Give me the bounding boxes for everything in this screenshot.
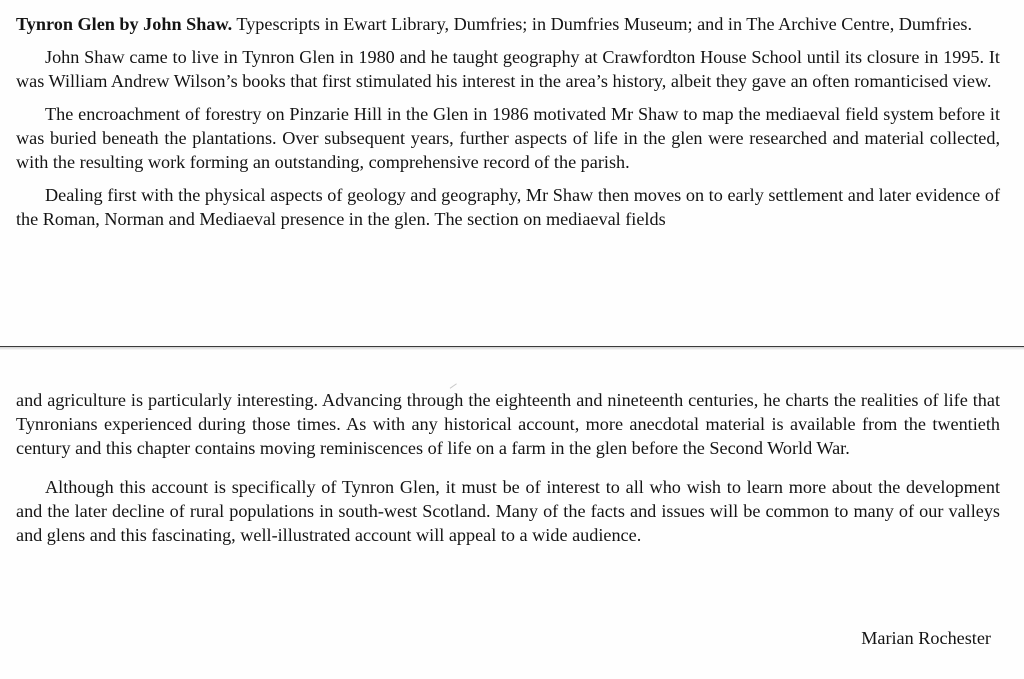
lower-text-block — [16, 388, 1000, 547]
paragraph-4: Although this account is specifically of Tynron Glen, it must be of interest to all who wish to learn more about the development and the later decline of rural populations in south-west Scotland. Many of the facts and issues will be common to many of our valleys and glens and this fascinating, well-illustrated account will appeal to a wide audience. — [16, 477, 1000, 545]
review-heading — [16, 12, 1000, 36]
paragraph-2: The encroachment of forestry on Pinzarie Hill in the Glen in 1986 motivated Mr Shaw to map the mediaeval field system before it was buried beneath the plantations. Over subsequent years, further aspects of life in the glen were researched and material collected, with the resulting work forming an outstanding, comprehensive record of the parish. — [16, 104, 1000, 172]
paragraph-1: John Shaw came to live in Tynron Glen in 1980 and he taught geography at Crawfordton House School until its closure in 1995. It was William Andrew Wilson’s books that first stimulated his interest in the area’s history, albeit they gave an often romanticised view. — [16, 47, 1000, 91]
scan-fold-shadow — [0, 347, 1024, 350]
book-title: Tynron Glen by John Shaw. — [16, 14, 233, 34]
paragraph-3-continued: and agriculture is particularly interesting. Advancing through the eighteenth and nineteenth centuries, he charts the realities of life that Tynronians experienced during those times. As with any historical account, more anecdotal material is available from the twentieth century and this chapter contains moving reminiscences of life on a farm in the glen before the Second World War. — [16, 390, 1000, 458]
paragraph-3: Dealing first with the physical aspects of geology and geography, Mr Shaw then moves on to early settlement and later evidence of the Roman, Norman and Mediaeval presence in the glen. The section on mediaeval fields — [16, 185, 1000, 229]
source-line: Typescripts in Ewart Library, Dumfries; in Dumfries Museum; and in The Archive Centre, Dumfries. — [232, 14, 973, 34]
upper-text-block — [16, 12, 1000, 231]
author-signature: Marian Rochester — [861, 628, 991, 648]
